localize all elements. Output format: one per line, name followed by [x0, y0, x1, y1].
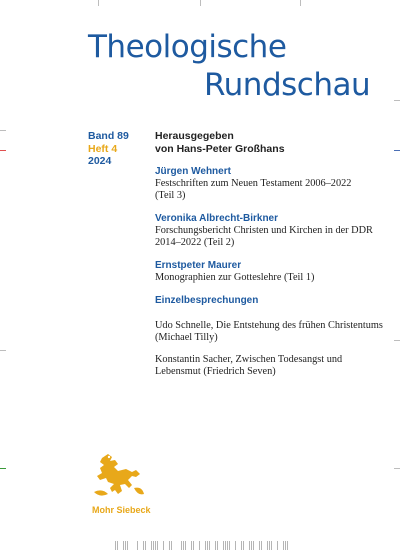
barcode-bar	[229, 541, 230, 550]
barcode	[115, 541, 288, 550]
publisher-name: Mohr Siebeck	[92, 505, 151, 515]
barcode-bar	[145, 541, 146, 550]
barcode-bar	[125, 541, 126, 550]
barcode-bar	[207, 541, 208, 550]
crop-mark	[394, 468, 400, 469]
barcode-bar	[137, 541, 138, 550]
article-entry	[155, 260, 390, 284]
editor-line2: von Hans-Peter Großhans	[155, 142, 285, 155]
review-line: Konstantin Sacher, Zwischen Todesangst und	[155, 354, 343, 365]
barcode-bar	[285, 541, 286, 550]
barcode-bar	[173, 541, 176, 550]
barcode-bar	[279, 541, 282, 550]
journal-title-line2: Rundschau	[204, 67, 371, 103]
barcode-bar	[227, 541, 228, 550]
barcode-bar	[271, 541, 272, 550]
barcode-bar	[185, 541, 186, 550]
barcode-bar	[287, 541, 288, 550]
issue-info	[88, 130, 129, 168]
issue-band: Band 89	[88, 130, 129, 142]
crop-mark	[200, 0, 201, 6]
barcode-bar	[231, 541, 234, 550]
barcode-bar	[117, 541, 118, 550]
barcode-bar	[261, 541, 262, 550]
review-entry	[155, 354, 390, 378]
review-entry	[155, 320, 390, 344]
barcode-bar	[157, 541, 158, 550]
barcode-bar	[115, 541, 116, 550]
article-author: Jürgen Wehnert	[155, 166, 231, 177]
barcode-bar	[165, 541, 168, 550]
barcode-bar	[133, 541, 136, 550]
barcode-bar	[191, 541, 192, 550]
article-title: Festschriften zum Neuen Testament 2006–2022	[155, 178, 352, 189]
barcode-bar	[251, 541, 252, 550]
barcode-bar	[241, 541, 242, 550]
barcode-bar	[205, 541, 206, 550]
lion-rampant-icon	[88, 452, 148, 500]
barcode-bar	[219, 541, 222, 550]
barcode-bar	[155, 541, 156, 550]
article-entry	[155, 166, 390, 202]
table-of-contents	[155, 166, 390, 388]
editor-line1: Herausgegeben	[155, 130, 234, 142]
barcode-bar	[139, 541, 142, 550]
barcode-bar	[273, 541, 276, 550]
article-title: (Teil 3)	[155, 190, 186, 201]
crop-mark	[0, 150, 6, 151]
crop-mark	[394, 150, 400, 151]
barcode-bar	[169, 541, 170, 550]
barcode-bar	[235, 541, 236, 550]
barcode-bar	[245, 541, 248, 550]
article-title: Forschungsbericht Christen und Kirchen in der DDR	[155, 225, 373, 236]
barcode-bar	[143, 541, 144, 550]
crop-mark	[394, 100, 400, 101]
barcode-bar	[159, 541, 162, 550]
barcode-bar	[199, 541, 200, 550]
barcode-bar	[183, 541, 184, 550]
barcode-bar	[119, 541, 122, 550]
barcode-bar	[215, 541, 216, 550]
article-author: Veronika Albrecht-Birkner	[155, 213, 279, 224]
article-entry	[155, 213, 390, 249]
barcode-bar	[217, 541, 218, 550]
article-title: Monographien zur Gotteslehre (Teil 1)	[155, 272, 315, 283]
barcode-bar	[171, 541, 172, 550]
barcode-bar	[129, 541, 132, 550]
crop-mark	[300, 0, 301, 6]
barcode-bar	[201, 541, 204, 550]
reviews-heading: Einzelbesprechungen	[155, 295, 259, 306]
crop-mark	[0, 130, 6, 131]
barcode-bar	[255, 541, 258, 550]
journal-title	[88, 28, 370, 104]
barcode-bar	[225, 541, 226, 550]
editor-credit	[155, 130, 285, 155]
barcode-bar	[259, 541, 260, 550]
barcode-bar	[243, 541, 244, 550]
review-line: (Michael Tilly)	[155, 332, 218, 343]
barcode-bar	[187, 541, 190, 550]
barcode-bar	[163, 541, 164, 550]
barcode-bar	[193, 541, 194, 550]
barcode-bar	[123, 541, 124, 550]
barcode-bar	[249, 541, 250, 550]
crop-mark	[98, 0, 99, 6]
issue-heft: Heft 4	[88, 142, 118, 155]
barcode-bar	[211, 541, 214, 550]
barcode-bar	[195, 541, 198, 550]
barcode-bar	[147, 541, 150, 550]
barcode-bar	[151, 541, 152, 550]
barcode-bar	[237, 541, 240, 550]
crop-mark	[0, 468, 6, 469]
article-author: Ernstpeter Maurer	[155, 260, 242, 271]
barcode-bar	[269, 541, 270, 550]
barcode-bar	[283, 541, 284, 550]
barcode-bar	[153, 541, 154, 550]
barcode-bar	[263, 541, 266, 550]
review-line: Udo Schnelle, Die Entstehung des frühen Christentums	[155, 320, 383, 331]
issue-year: 2024	[88, 155, 112, 167]
crop-mark	[394, 340, 400, 341]
journal-title-line1: Theologische	[88, 29, 287, 65]
barcode-bar	[267, 541, 268, 550]
article-title: 2014–2022 (Teil 2)	[155, 237, 235, 248]
barcode-bar	[253, 541, 254, 550]
barcode-bar	[181, 541, 182, 550]
barcode-bar	[127, 541, 128, 550]
crop-mark	[0, 350, 6, 351]
barcode-bar	[223, 541, 224, 550]
barcode-bar	[209, 541, 210, 550]
review-line: Lebensmut (Friedrich Seven)	[155, 366, 276, 377]
barcode-bar	[277, 541, 278, 550]
barcode-bar	[177, 541, 180, 550]
